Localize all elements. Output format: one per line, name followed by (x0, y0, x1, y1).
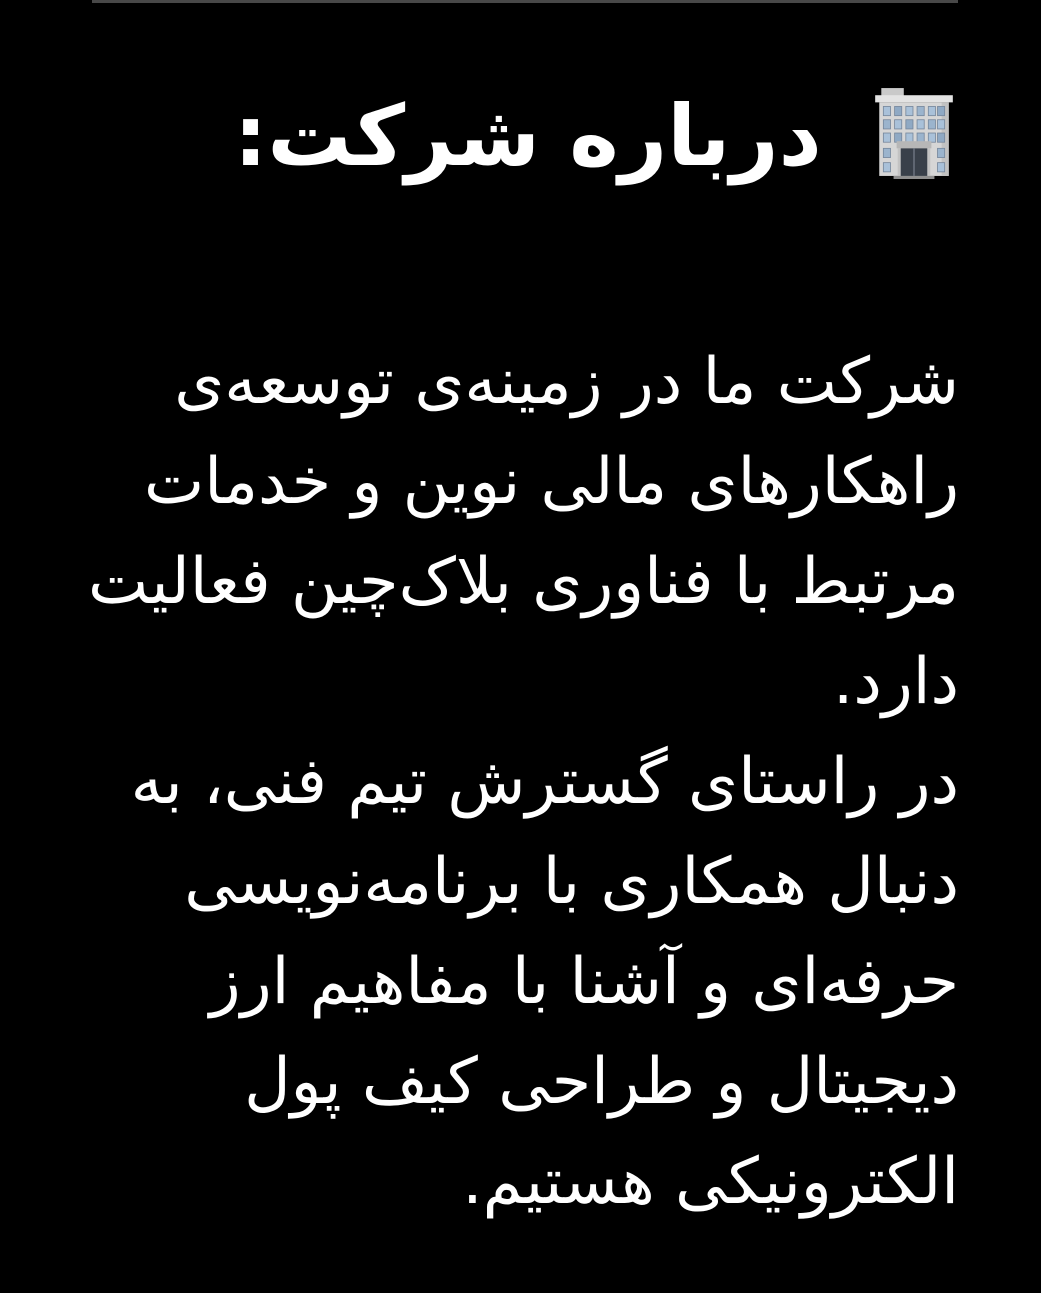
text-line: در راستای گسترش تیم فنی، به (130, 745, 959, 819)
text-line: دنبال همکاری با برنامه‌نویسی (184, 845, 959, 919)
text-line: مرتبط با فناوری بلاک‌چین فعالیت (88, 545, 959, 619)
text-line: دیجیتال و طراحی کیف پول (244, 1045, 959, 1119)
page-title (20, 78, 959, 194)
top-edge-strip (92, 0, 958, 3)
office-building-icon (869, 85, 959, 179)
text-line: راهکارهای مالی نوین و خدمات (143, 445, 959, 519)
page-title-text: درباره شرکت: (233, 87, 822, 185)
text-line: حرفه‌ای و آشنا با مفاهیم ارز (209, 945, 959, 1019)
about-company-text (20, 332, 959, 1232)
text-line: شرکت ما در زمینه‌ی توسعه‌ی (174, 345, 959, 419)
text-line: الکترونیکی هستیم. (462, 1145, 959, 1219)
text-line: دارد. (832, 645, 959, 719)
